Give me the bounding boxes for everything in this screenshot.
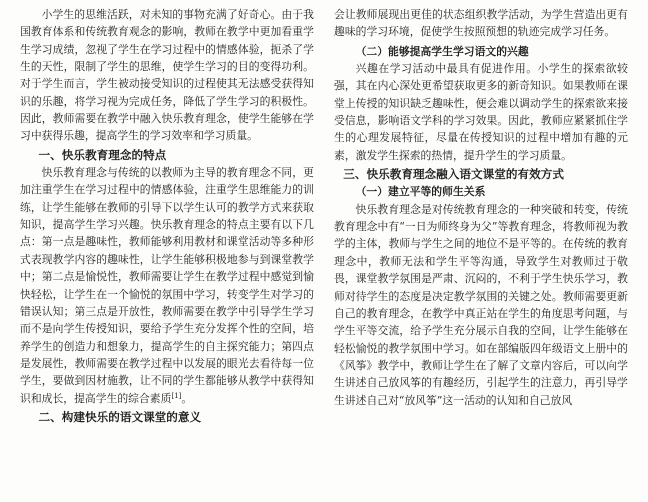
features-end: 。 xyxy=(181,391,193,405)
left-column xyxy=(20,6,314,426)
features-paragraph xyxy=(20,164,314,407)
relationship-paragraph: 快乐教育理念是对传统教育理念的一种突破和转变，传统教育理念中有“一日为师终身为父”等教育理念，将教师视为教学的主体，教师与学生之间的地位不是平等的。在传统的教育理念中，教师无法和学生平等沟通，导致学生对教师过于敬畏，课堂教学氛围是严肃、沉闷的，不利于学生快乐学习，教师对待学生的态度是决定教学氛围的关键之处。教师需要更新自己的教育理念，在教学中真正站在学生的角度思考问题，与学生平等交流，给予学生充分展示自我的空间，让学生能够在轻松愉悦的教学氛围中学习。如在部编版四年级语文上册中的《风筝》教学中，教师让学生在了解了文章内容后，可以向学生讲述自己放风筝的有趣经历，引起学生的注意力，再引导学生讲述自己对“放风筝”这一活动的认知和自己放风 xyxy=(334,202,628,407)
subsection-heading-3-1: （一）建立平等的师生关系 xyxy=(355,185,486,199)
section-heading-1: 一、快乐教育理念的特点 xyxy=(38,147,167,162)
subsection-heading-2-2: （二）能够提高学生学习语文的兴趣 xyxy=(355,44,529,58)
interest-paragraph: 兴趣在学习活动中最具有促进作用。小学生的探索欲较强，其在内心深处更希望获取更多的新奇知识。如果教师在课堂上传授的知识缺乏趣味性，便会难以调动学生的探索欲来接受信息，影响语文学科的学习效果。因此，教师应紧紧抓住学生的心理发展特征，尽量在传授知识的过程中增加有趣的元素，激发学生探索的热情，提升学生的学习质量。 xyxy=(334,62,628,162)
section-heading-2: 二、构建快乐的语文课堂的意义 xyxy=(38,409,202,424)
continued-paragraph: 会让教师展现出更佳的状态组织教学活动，为学生营造出更有趣味的学习环境，促使学生按照预想的轨迹完成学习任务。 xyxy=(334,8,628,39)
right-column xyxy=(334,6,628,409)
intro-paragraph: 小学生的思维活跃，对未知的事物充满了好奇心。由于我国教育体系和传统教育观念的影响，教师在教学中更加看重学生学习成绩，忽视了学生在学习过程中的情感体验，扼杀了学生的天性，限制了学生的思维，使学生学习的目的变得功利。对于学生而言，学生被动接受知识的过程使其无法感受获得知识的乐趣，将学习视为完成任务，降低了学生学习的积极性。因此，教师需要在教学中融入快乐教育理念，使学生能够在学习中获得乐趣，提高学生的学习效率和学习质量。 xyxy=(20,8,314,143)
features-text: 快乐教育理念与传统的以教师为主导的教育理念不同，更加注重学生在学习过程中的情感体验，注重学生思维能力的训练，让学生能够在教师的引导下以学生认可的教学方式来获取知识，提高学生学习兴趣。快乐教育理念的特点主要有以下几点：第一点是趣味性，教师能够利用教材和课堂活动等多种形式表现教学内容的趣味性，让学生能够积极地参与到课堂教学中；第二点是愉悦性，教师需要让学生在教学过程中感觉到愉快轻松，让学生在一个愉悦的氛围中学习，转变学生对学习的错误认知；第三点是开放性，教师需要在教学中引导学生学习而不是向学生传授知识，要给予学生充分发挥个性的空间，培养学生的创造力和想象力，提高学生的自主探究能力；第四点是发展性，教师需要在教学过程中以发展的眼光去看待每一位学生，要做到因材施教，让不同的学生都能够从教学中获得知识和成长，提高学生的综合素质 xyxy=(20,166,314,405)
section-heading-3: 三、快乐教育理念融入语文课堂的有效方式 xyxy=(343,167,564,182)
citation-ref[interactable]: [1] xyxy=(171,391,182,400)
